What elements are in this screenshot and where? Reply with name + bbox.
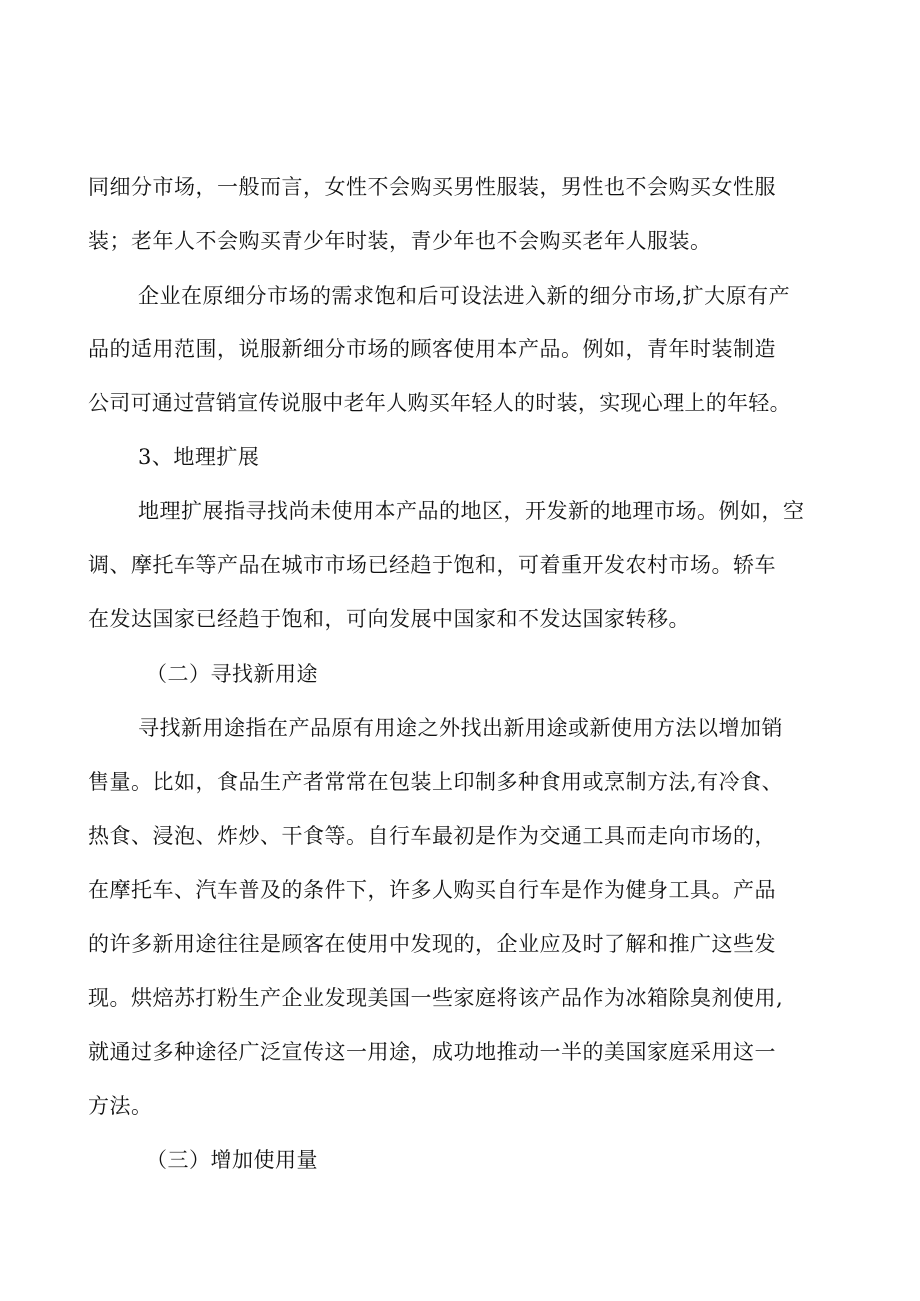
body-text-line: 品的适用范围，说服新细分市场的顾客使用本产品。例如，青年时装制造 [88,337,776,361]
body-text-line: 方法。 [88,1094,153,1118]
body-text-line: 在发达国家已经趋于饱和，可向发展中国家和不发达国家转移。 [88,607,690,631]
section-heading: （三）增加使用量 [146,1148,318,1172]
body-text-line: 公司可通过营销宣传说服中老年人购买年轻人的时装，实现心理上的年轻。 [88,391,791,415]
section-heading: （二）寻找新用途 [146,662,318,686]
body-text-line: 调、摩托车等产品在城市市场已经趋于饱和，可着重开发农村市场。轿车 [88,553,776,577]
body-text-line: 企业在原细分市场的需求饱和后可设法进入新的细分市场,扩大原有产 [138,284,791,308]
body-text-line: 的许多新用途往往是顾客在使用中发现的，企业应及时了解和推广这些发 [88,932,776,956]
body-text-line: 现。烘焙苏打粉生产企业发现美国一些家庭将该产品作为冰箱除臭剂使用, [88,986,784,1010]
section-heading: 3、地理扩展 [138,445,260,469]
body-text-line: 在摩托车、汽车普及的条件下，许多人购买自行车是作为健身工具。产品 [88,878,776,902]
body-text-line: 同细分市场，一般而言，女性不会购买男性服装，男性也不会购买女性服 [88,175,776,199]
body-text-line: 装；老年人不会购买青少年时装，青少年也不会购买老年人服装。 [88,229,712,253]
body-text-line: 地理扩展指寻找尚未使用本产品的地区，开发新的地理市场。例如，空 [138,499,805,523]
body-text-line: 寻找新用途指在产品原有用途之外找出新用途或新使用方法以增加销 [138,716,783,740]
body-text-line: 就通过多种途径广泛宣传这一用途，成功地推动一半的美国家庭采用这一 [88,1040,776,1064]
body-text-line: 热食、浸泡、炸炒、干食等。自行车最初是作为交通工具而走向市场的， [88,824,776,848]
body-text-line: 售量。比如，食品生产者常常在包装上印制多种食用或烹制方法,有冷食、 [88,770,784,794]
